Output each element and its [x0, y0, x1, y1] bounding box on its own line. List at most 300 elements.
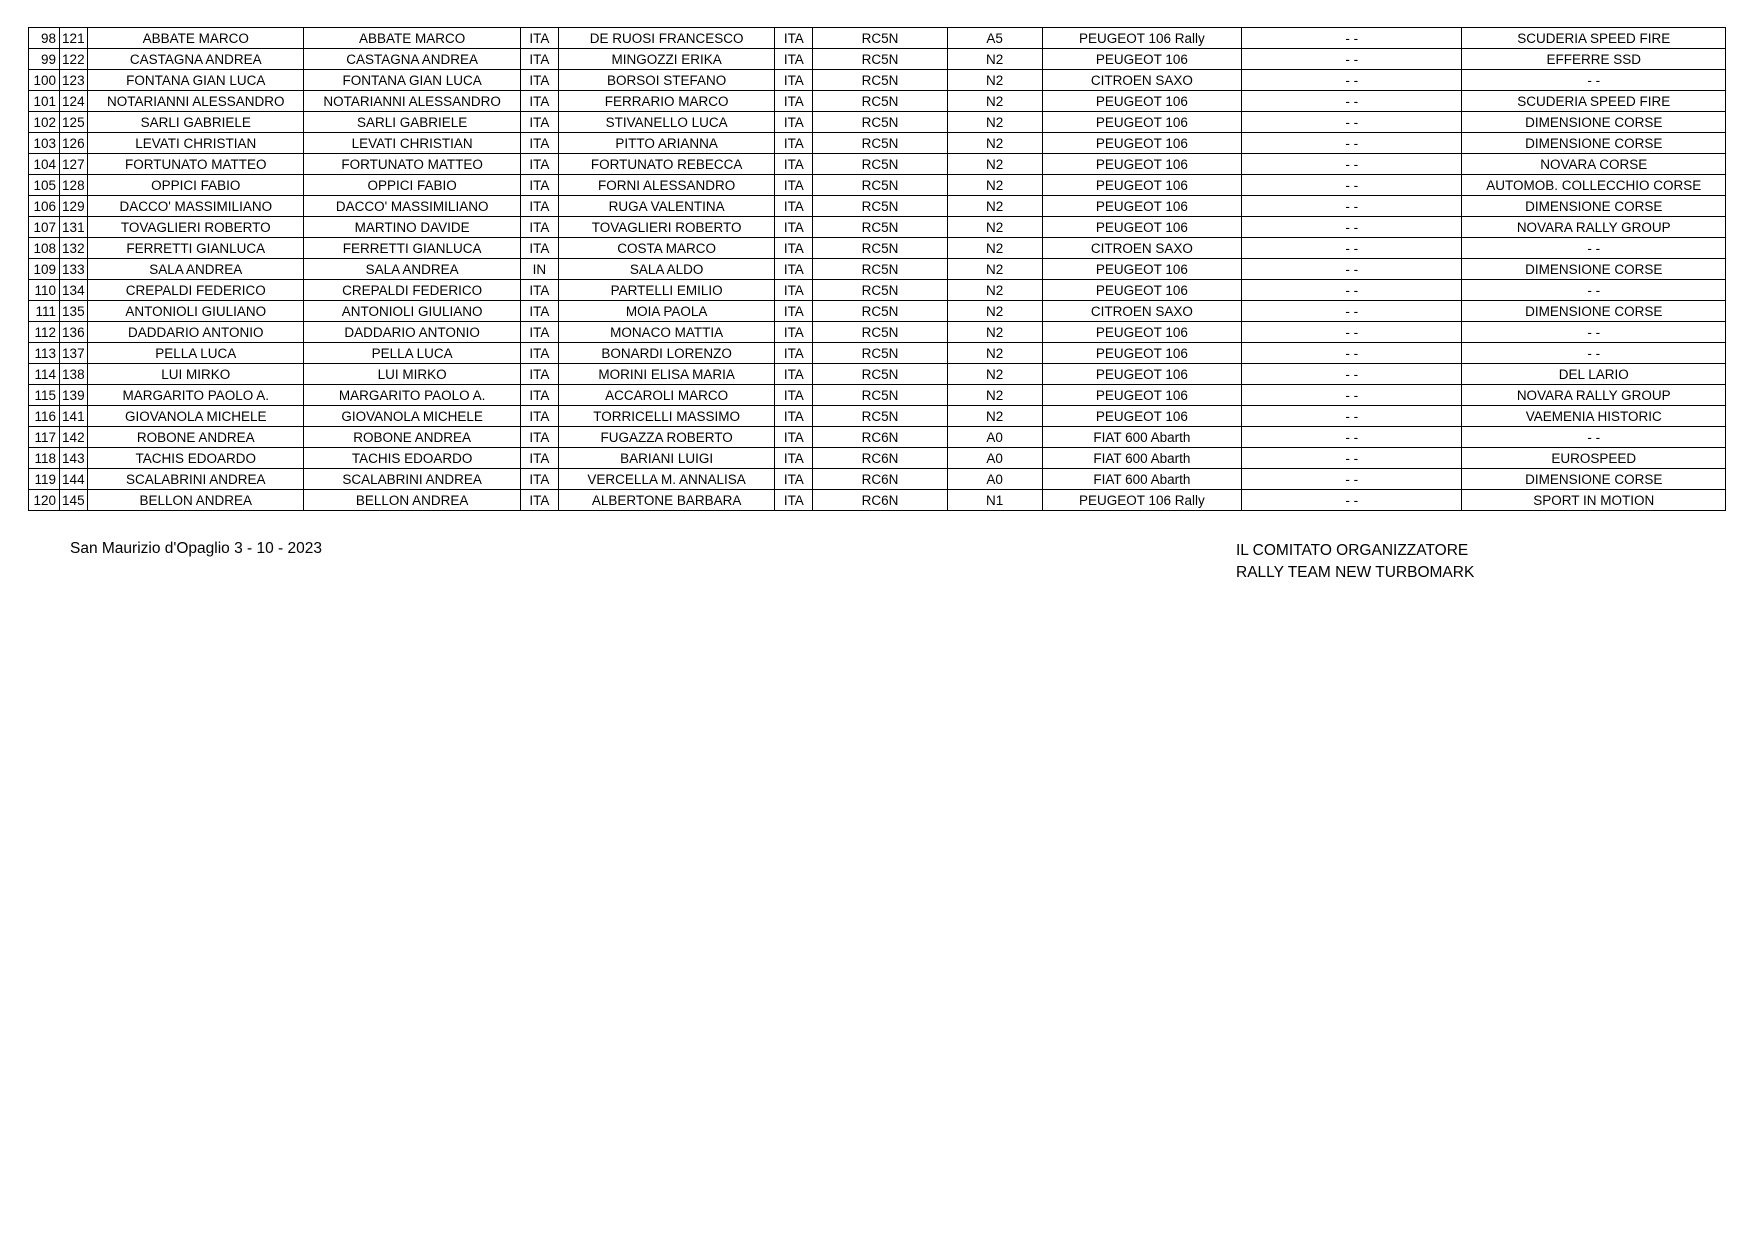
table-row	[29, 133, 1726, 154]
team-cell: - -	[1462, 238, 1726, 259]
codriver-nationality-cell: ITA	[775, 364, 813, 385]
group-cell: N2	[947, 238, 1042, 259]
race-number-cell: 134	[60, 280, 88, 301]
codriver-nationality-cell: ITA	[775, 322, 813, 343]
table-row	[29, 406, 1726, 427]
table-row	[29, 49, 1726, 70]
group-cell: N2	[947, 280, 1042, 301]
race-number-cell: 127	[60, 154, 88, 175]
codriver-nationality-cell: ITA	[775, 49, 813, 70]
codriver-nationality-cell: ITA	[775, 469, 813, 490]
group-cell: N2	[947, 385, 1042, 406]
driver-cell: ABBATE MARCO	[304, 28, 520, 49]
driver-cell: MARGARITO PAOLO A.	[304, 385, 520, 406]
class-cell: RC5N	[813, 196, 947, 217]
extra-cell: - -	[1242, 301, 1462, 322]
competitor-cell: DADDARIO ANTONIO	[88, 322, 304, 343]
codriver-nationality-cell: ITA	[775, 238, 813, 259]
class-cell: RC5N	[813, 70, 947, 91]
driver-nationality-cell: ITA	[520, 301, 558, 322]
driver-nationality-cell: ITA	[520, 49, 558, 70]
driver-nationality-cell: ITA	[520, 280, 558, 301]
position-cell: 115	[29, 385, 60, 406]
car-cell: PEUGEOT 106 Rally	[1042, 490, 1241, 511]
codriver-cell: MINGOZZI ERIKA	[558, 49, 774, 70]
position-cell: 118	[29, 448, 60, 469]
driver-cell: CREPALDI FEDERICO	[304, 280, 520, 301]
driver-nationality-cell: ITA	[520, 133, 558, 154]
race-number-cell: 135	[60, 301, 88, 322]
driver-cell: OPPICI FABIO	[304, 175, 520, 196]
class-cell: RC5N	[813, 154, 947, 175]
class-cell: RC6N	[813, 448, 947, 469]
extra-cell: - -	[1242, 448, 1462, 469]
table-row	[29, 301, 1726, 322]
car-cell: PEUGEOT 106	[1042, 91, 1241, 112]
table-row	[29, 385, 1726, 406]
table-row	[29, 217, 1726, 238]
team-cell: DIMENSIONE CORSE	[1462, 301, 1726, 322]
group-cell: A0	[947, 448, 1042, 469]
extra-cell: - -	[1242, 343, 1462, 364]
class-cell: RC5N	[813, 49, 947, 70]
position-cell: 114	[29, 364, 60, 385]
codriver-nationality-cell: ITA	[775, 217, 813, 238]
position-cell: 106	[29, 196, 60, 217]
race-number-cell: 141	[60, 406, 88, 427]
race-number-cell: 126	[60, 133, 88, 154]
codriver-cell: BONARDI LORENZO	[558, 343, 774, 364]
driver-cell: GIOVANOLA MICHELE	[304, 406, 520, 427]
class-cell: RC6N	[813, 469, 947, 490]
competitor-cell: SCALABRINI ANDREA	[88, 469, 304, 490]
driver-cell: LEVATI CHRISTIAN	[304, 133, 520, 154]
team-cell: DIMENSIONE CORSE	[1462, 112, 1726, 133]
competitor-cell: FORTUNATO MATTEO	[88, 154, 304, 175]
group-cell: A0	[947, 469, 1042, 490]
position-cell: 111	[29, 301, 60, 322]
class-cell: RC5N	[813, 91, 947, 112]
table-row	[29, 364, 1726, 385]
race-number-cell: 142	[60, 427, 88, 448]
position-cell: 116	[29, 406, 60, 427]
competitor-cell: SARLI GABRIELE	[88, 112, 304, 133]
entry-list-table	[28, 27, 1726, 511]
team-cell: SCUDERIA SPEED FIRE	[1462, 91, 1726, 112]
extra-cell: - -	[1242, 490, 1462, 511]
codriver-nationality-cell: ITA	[775, 70, 813, 91]
car-cell: PEUGEOT 106	[1042, 217, 1241, 238]
class-cell: RC5N	[813, 322, 947, 343]
table-row	[29, 448, 1726, 469]
team-cell: - -	[1462, 343, 1726, 364]
team-cell: DIMENSIONE CORSE	[1462, 259, 1726, 280]
car-cell: PEUGEOT 106	[1042, 280, 1241, 301]
competitor-cell: MARGARITO PAOLO A.	[88, 385, 304, 406]
race-number-cell: 125	[60, 112, 88, 133]
team-cell: DIMENSIONE CORSE	[1462, 196, 1726, 217]
race-number-cell: 124	[60, 91, 88, 112]
table-row	[29, 259, 1726, 280]
group-cell: A0	[947, 427, 1042, 448]
codriver-cell: BORSOI STEFANO	[558, 70, 774, 91]
codriver-cell: TORRICELLI MASSIMO	[558, 406, 774, 427]
race-number-cell: 138	[60, 364, 88, 385]
driver-cell: CASTAGNA ANDREA	[304, 49, 520, 70]
class-cell: RC5N	[813, 301, 947, 322]
driver-cell: BELLON ANDREA	[304, 490, 520, 511]
race-number-cell: 145	[60, 490, 88, 511]
group-cell: N2	[947, 322, 1042, 343]
position-cell: 120	[29, 490, 60, 511]
group-cell: N2	[947, 154, 1042, 175]
group-cell: A5	[947, 28, 1042, 49]
driver-nationality-cell: ITA	[520, 448, 558, 469]
extra-cell: - -	[1242, 217, 1462, 238]
car-cell: PEUGEOT 106	[1042, 175, 1241, 196]
position-cell: 110	[29, 280, 60, 301]
class-cell: RC5N	[813, 133, 947, 154]
car-cell: CITROEN SAXO	[1042, 70, 1241, 91]
position-cell: 107	[29, 217, 60, 238]
team-cell: DEL LARIO	[1462, 364, 1726, 385]
codriver-nationality-cell: ITA	[775, 406, 813, 427]
group-cell: N2	[947, 406, 1042, 427]
competitor-cell: GIOVANOLA MICHELE	[88, 406, 304, 427]
extra-cell: - -	[1242, 469, 1462, 490]
extra-cell: - -	[1242, 175, 1462, 196]
extra-cell: - -	[1242, 49, 1462, 70]
driver-nationality-cell: ITA	[520, 70, 558, 91]
competitor-cell: FONTANA GIAN LUCA	[88, 70, 304, 91]
codriver-cell: MOIA PAOLA	[558, 301, 774, 322]
class-cell: RC5N	[813, 175, 947, 196]
driver-nationality-cell: ITA	[520, 469, 558, 490]
car-cell: CITROEN SAXO	[1042, 238, 1241, 259]
group-cell: N1	[947, 490, 1042, 511]
group-cell: N2	[947, 343, 1042, 364]
organizing-committee	[1236, 540, 1474, 584]
codriver-cell: PITTO ARIANNA	[558, 133, 774, 154]
car-cell: PEUGEOT 106	[1042, 364, 1241, 385]
driver-nationality-cell: ITA	[520, 196, 558, 217]
race-number-cell: 121	[60, 28, 88, 49]
position-cell: 113	[29, 343, 60, 364]
competitor-cell: DACCO' MASSIMILIANO	[88, 196, 304, 217]
driver-cell: ROBONE ANDREA	[304, 427, 520, 448]
competitor-cell: PELLA LUCA	[88, 343, 304, 364]
competitor-cell: ANTONIOLI GIULIANO	[88, 301, 304, 322]
codriver-cell: TOVAGLIERI ROBERTO	[558, 217, 774, 238]
car-cell: PEUGEOT 106	[1042, 112, 1241, 133]
codriver-cell: VERCELLA M. ANNALISA	[558, 469, 774, 490]
competitor-cell: CREPALDI FEDERICO	[88, 280, 304, 301]
team-cell: DIMENSIONE CORSE	[1462, 133, 1726, 154]
driver-cell: DACCO' MASSIMILIANO	[304, 196, 520, 217]
team-cell: - -	[1462, 280, 1726, 301]
codriver-nationality-cell: ITA	[775, 175, 813, 196]
table-row	[29, 238, 1726, 259]
committee-team: RALLY TEAM NEW TURBOMARK	[1236, 564, 1475, 581]
table-row	[29, 427, 1726, 448]
codriver-nationality-cell: ITA	[775, 154, 813, 175]
extra-cell: - -	[1242, 112, 1462, 133]
driver-cell: SARLI GABRIELE	[304, 112, 520, 133]
table-row	[29, 343, 1726, 364]
group-cell: N2	[947, 70, 1042, 91]
position-cell: 108	[29, 238, 60, 259]
codriver-nationality-cell: ITA	[775, 133, 813, 154]
competitor-cell: FERRETTI GIANLUCA	[88, 238, 304, 259]
position-cell: 117	[29, 427, 60, 448]
car-cell: FIAT 600 Abarth	[1042, 469, 1241, 490]
class-cell: RC6N	[813, 490, 947, 511]
place-date: San Maurizio d'Opaglio 3 - 10 - 2023	[70, 540, 322, 557]
group-cell: N2	[947, 133, 1042, 154]
driver-cell: TACHIS EDOARDO	[304, 448, 520, 469]
extra-cell: - -	[1242, 427, 1462, 448]
extra-cell: - -	[1242, 133, 1462, 154]
car-cell: PEUGEOT 106	[1042, 259, 1241, 280]
team-cell: NOVARA RALLY GROUP	[1462, 217, 1726, 238]
group-cell: N2	[947, 259, 1042, 280]
driver-nationality-cell: ITA	[520, 175, 558, 196]
position-cell: 101	[29, 91, 60, 112]
group-cell: N2	[947, 49, 1042, 70]
table-row	[29, 196, 1726, 217]
codriver-nationality-cell: ITA	[775, 196, 813, 217]
codriver-cell: BARIANI LUIGI	[558, 448, 774, 469]
driver-cell: SALA ANDREA	[304, 259, 520, 280]
table-row	[29, 175, 1726, 196]
table-row	[29, 70, 1726, 91]
group-cell: N2	[947, 91, 1042, 112]
team-cell: NOVARA RALLY GROUP	[1462, 385, 1726, 406]
competitor-cell: BELLON ANDREA	[88, 490, 304, 511]
class-cell: RC6N	[813, 427, 947, 448]
codriver-cell: ACCAROLI MARCO	[558, 385, 774, 406]
driver-cell: MARTINO DAVIDE	[304, 217, 520, 238]
race-number-cell: 136	[60, 322, 88, 343]
position-cell: 98	[29, 28, 60, 49]
competitor-cell: TACHIS EDOARDO	[88, 448, 304, 469]
car-cell: PEUGEOT 106	[1042, 154, 1241, 175]
driver-nationality-cell: ITA	[520, 364, 558, 385]
codriver-nationality-cell: ITA	[775, 385, 813, 406]
race-number-cell: 122	[60, 49, 88, 70]
car-cell: PEUGEOT 106 Rally	[1042, 28, 1241, 49]
competitor-cell: ABBATE MARCO	[88, 28, 304, 49]
driver-cell: NOTARIANNI ALESSANDRO	[304, 91, 520, 112]
group-cell: N2	[947, 217, 1042, 238]
extra-cell: - -	[1242, 364, 1462, 385]
table-row	[29, 469, 1726, 490]
extra-cell: - -	[1242, 385, 1462, 406]
codriver-nationality-cell: ITA	[775, 280, 813, 301]
codriver-cell: MORINI ELISA MARIA	[558, 364, 774, 385]
race-number-cell: 128	[60, 175, 88, 196]
position-cell: 112	[29, 322, 60, 343]
team-cell: EFFERRE SSD	[1462, 49, 1726, 70]
codriver-cell: FORTUNATO REBECCA	[558, 154, 774, 175]
driver-nationality-cell: ITA	[520, 154, 558, 175]
class-cell: RC5N	[813, 217, 947, 238]
driver-nationality-cell: ITA	[520, 112, 558, 133]
codriver-cell: ALBERTONE BARBARA	[558, 490, 774, 511]
extra-cell: - -	[1242, 406, 1462, 427]
extra-cell: - -	[1242, 70, 1462, 91]
driver-nationality-cell: ITA	[520, 238, 558, 259]
class-cell: RC5N	[813, 385, 947, 406]
driver-nationality-cell: ITA	[520, 91, 558, 112]
group-cell: N2	[947, 112, 1042, 133]
codriver-cell: SALA ALDO	[558, 259, 774, 280]
codriver-nationality-cell: ITA	[775, 448, 813, 469]
codriver-nationality-cell: ITA	[775, 91, 813, 112]
team-cell: NOVARA CORSE	[1462, 154, 1726, 175]
competitor-cell: NOTARIANNI ALESSANDRO	[88, 91, 304, 112]
car-cell: PEUGEOT 106	[1042, 406, 1241, 427]
extra-cell: - -	[1242, 154, 1462, 175]
driver-cell: SCALABRINI ANDREA	[304, 469, 520, 490]
codriver-cell: PARTELLI EMILIO	[558, 280, 774, 301]
position-cell: 109	[29, 259, 60, 280]
position-cell: 105	[29, 175, 60, 196]
codriver-nationality-cell: ITA	[775, 490, 813, 511]
table-row	[29, 91, 1726, 112]
class-cell: RC5N	[813, 364, 947, 385]
position-cell: 100	[29, 70, 60, 91]
codriver-nationality-cell: ITA	[775, 343, 813, 364]
position-cell: 99	[29, 49, 60, 70]
team-cell: - -	[1462, 427, 1726, 448]
driver-nationality-cell: ITA	[520, 490, 558, 511]
team-cell: VAEMENIA HISTORIC	[1462, 406, 1726, 427]
table-row	[29, 280, 1726, 301]
race-number-cell: 133	[60, 259, 88, 280]
position-cell: 119	[29, 469, 60, 490]
race-number-cell: 129	[60, 196, 88, 217]
extra-cell: - -	[1242, 91, 1462, 112]
team-cell: AUTOMOB. COLLECCHIO CORSE	[1462, 175, 1726, 196]
race-number-cell: 137	[60, 343, 88, 364]
group-cell: N2	[947, 364, 1042, 385]
driver-nationality-cell: ITA	[520, 385, 558, 406]
codriver-cell: COSTA MARCO	[558, 238, 774, 259]
car-cell: PEUGEOT 106	[1042, 49, 1241, 70]
codriver-cell: DE RUOSI FRANCESCO	[558, 28, 774, 49]
driver-nationality-cell: ITA	[520, 217, 558, 238]
driver-cell: FERRETTI GIANLUCA	[304, 238, 520, 259]
class-cell: RC5N	[813, 406, 947, 427]
codriver-nationality-cell: ITA	[775, 259, 813, 280]
table-row	[29, 322, 1726, 343]
team-cell: - -	[1462, 322, 1726, 343]
extra-cell: - -	[1242, 322, 1462, 343]
race-number-cell: 143	[60, 448, 88, 469]
codriver-cell: STIVANELLO LUCA	[558, 112, 774, 133]
competitor-cell: LUI MIRKO	[88, 364, 304, 385]
team-cell: DIMENSIONE CORSE	[1462, 469, 1726, 490]
table-row	[29, 490, 1726, 511]
race-number-cell: 144	[60, 469, 88, 490]
driver-cell: PELLA LUCA	[304, 343, 520, 364]
table-row	[29, 112, 1726, 133]
codriver-nationality-cell: ITA	[775, 28, 813, 49]
driver-nationality-cell: ITA	[520, 406, 558, 427]
car-cell: PEUGEOT 106	[1042, 322, 1241, 343]
class-cell: RC5N	[813, 112, 947, 133]
race-number-cell: 139	[60, 385, 88, 406]
driver-cell: FONTANA GIAN LUCA	[304, 70, 520, 91]
driver-cell: DADDARIO ANTONIO	[304, 322, 520, 343]
codriver-nationality-cell: ITA	[775, 427, 813, 448]
codriver-cell: MONACO MATTIA	[558, 322, 774, 343]
codriver-cell: FUGAZZA ROBERTO	[558, 427, 774, 448]
extra-cell: - -	[1242, 238, 1462, 259]
driver-cell: ANTONIOLI GIULIANO	[304, 301, 520, 322]
car-cell: PEUGEOT 106	[1042, 385, 1241, 406]
driver-cell: FORTUNATO MATTEO	[304, 154, 520, 175]
team-cell: SPORT IN MOTION	[1462, 490, 1726, 511]
competitor-cell: CASTAGNA ANDREA	[88, 49, 304, 70]
car-cell: FIAT 600 Abarth	[1042, 448, 1241, 469]
group-cell: N2	[947, 196, 1042, 217]
competitor-cell: OPPICI FABIO	[88, 175, 304, 196]
competitor-cell: LEVATI CHRISTIAN	[88, 133, 304, 154]
competitor-cell: TOVAGLIERI ROBERTO	[88, 217, 304, 238]
car-cell: CITROEN SAXO	[1042, 301, 1241, 322]
extra-cell: - -	[1242, 259, 1462, 280]
driver-nationality-cell: ITA	[520, 322, 558, 343]
codriver-nationality-cell: ITA	[775, 301, 813, 322]
position-cell: 103	[29, 133, 60, 154]
team-cell: - -	[1462, 70, 1726, 91]
race-number-cell: 131	[60, 217, 88, 238]
race-number-cell: 132	[60, 238, 88, 259]
team-cell: EUROSPEED	[1462, 448, 1726, 469]
committee-title: IL COMITATO ORGANIZZATORE	[1236, 542, 1469, 559]
driver-nationality-cell: IN	[520, 259, 558, 280]
driver-nationality-cell: ITA	[520, 343, 558, 364]
car-cell: PEUGEOT 106	[1042, 343, 1241, 364]
car-cell: PEUGEOT 106	[1042, 196, 1241, 217]
competitor-cell: SALA ANDREA	[88, 259, 304, 280]
group-cell: N2	[947, 301, 1042, 322]
table-row	[29, 154, 1726, 175]
class-cell: RC5N	[813, 343, 947, 364]
race-number-cell: 123	[60, 70, 88, 91]
competitor-cell: ROBONE ANDREA	[88, 427, 304, 448]
position-cell: 102	[29, 112, 60, 133]
table-row	[29, 28, 1726, 49]
driver-cell: LUI MIRKO	[304, 364, 520, 385]
position-cell: 104	[29, 154, 60, 175]
codriver-cell: FERRARIO MARCO	[558, 91, 774, 112]
extra-cell: - -	[1242, 28, 1462, 49]
class-cell: RC5N	[813, 28, 947, 49]
extra-cell: - -	[1242, 196, 1462, 217]
driver-nationality-cell: ITA	[520, 427, 558, 448]
extra-cell: - -	[1242, 280, 1462, 301]
class-cell: RC5N	[813, 238, 947, 259]
car-cell: FIAT 600 Abarth	[1042, 427, 1241, 448]
codriver-nationality-cell: ITA	[775, 112, 813, 133]
car-cell: PEUGEOT 106	[1042, 133, 1241, 154]
codriver-cell: RUGA VALENTINA	[558, 196, 774, 217]
class-cell: RC5N	[813, 280, 947, 301]
team-cell: SCUDERIA SPEED FIRE	[1462, 28, 1726, 49]
